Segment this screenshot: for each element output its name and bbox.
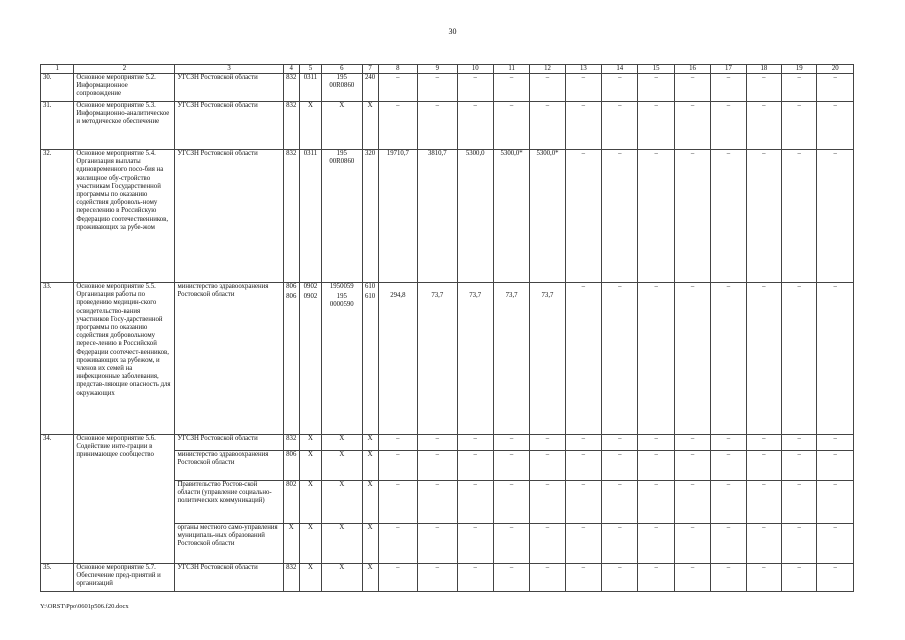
- column-header-2: 2: [74, 65, 175, 74]
- amount-c8: –: [378, 102, 417, 150]
- code-grbs: 832: [283, 102, 299, 150]
- amount-c12: –: [530, 102, 565, 150]
- empty-cell: –: [638, 451, 674, 481]
- amount-c12: 73,7: [530, 283, 565, 435]
- executor: органы местного само-управления муниципаль-ных образований Ростовской области: [175, 524, 283, 564]
- code-rzpr: Х: [299, 451, 321, 481]
- code-vr: 240: [362, 74, 378, 102]
- code-grbs: 832: [283, 150, 299, 283]
- code-line: 0902: [303, 283, 318, 290]
- table-row: [41, 150, 854, 283]
- executor: УГСЗН Ростовской области: [175, 150, 283, 283]
- code-line: 610: [364, 293, 376, 300]
- empty-cell: –: [378, 524, 417, 564]
- executor: УГСЗН Ростовской области: [175, 74, 283, 102]
- empty-cell: –: [817, 524, 854, 564]
- table-row: [41, 74, 854, 102]
- empty-cell: –: [746, 564, 781, 592]
- amount-c11: –: [493, 564, 529, 592]
- empty-cell: –: [746, 524, 781, 564]
- empty-cell: –: [638, 435, 674, 451]
- empty-cell: –: [711, 481, 746, 524]
- amount-c8: –: [378, 74, 417, 102]
- empty-cell: –: [418, 481, 457, 524]
- code-grbs: 802: [283, 481, 299, 524]
- empty-cell: –: [782, 150, 817, 283]
- code-vr: 320: [362, 150, 378, 283]
- code-rzpr: Х: [299, 524, 321, 564]
- amount-c11: –: [493, 74, 529, 102]
- column-header-1: 1: [41, 65, 74, 74]
- column-header-15: 15: [638, 65, 674, 74]
- empty-cell: –: [711, 74, 746, 102]
- amount-c10: –: [457, 564, 493, 592]
- code-grbs: 832: [283, 564, 299, 592]
- page-number: 30: [448, 27, 457, 36]
- empty-cell: –: [602, 564, 638, 592]
- file-path-footer: Y:\ORST\Ppo\0601p506.f20.docx: [40, 603, 129, 610]
- amount-c10: –: [457, 74, 493, 102]
- amount-c11: 73,7: [493, 283, 529, 435]
- row-number: 30.: [41, 74, 74, 102]
- empty-cell: –: [602, 102, 638, 150]
- code-line: 806: [286, 283, 297, 290]
- empty-cell: –: [674, 74, 710, 102]
- empty-cell: –: [602, 283, 638, 435]
- empty-cell: –: [782, 435, 817, 451]
- code-grbs: 832: [283, 435, 299, 451]
- empty-cell: –: [711, 283, 746, 435]
- empty-cell: –: [674, 451, 710, 481]
- empty-cell: –: [457, 524, 493, 564]
- column-header-8: 8: [378, 65, 417, 74]
- empty-cell: –: [674, 102, 710, 150]
- code-vr: Х: [362, 451, 378, 481]
- row-number: 35.: [41, 564, 74, 592]
- empty-cell: –: [817, 451, 854, 481]
- column-header-9: 9: [418, 65, 457, 74]
- column-header-10: 10: [457, 65, 493, 74]
- code-csr: Х: [322, 564, 362, 592]
- empty-cell: –: [746, 74, 781, 102]
- empty-cell: –: [493, 524, 529, 564]
- empty-cell: –: [530, 524, 565, 564]
- code-grbs: Х: [283, 524, 299, 564]
- column-header-16: 16: [674, 65, 710, 74]
- empty-cell: –: [457, 435, 493, 451]
- amount-c9: 73,7: [418, 283, 457, 435]
- code-line: 610: [364, 283, 376, 290]
- empty-cell: –: [493, 451, 529, 481]
- code-csr: 195 00R0860: [322, 150, 362, 283]
- empty-cell: –: [746, 435, 781, 451]
- empty-cell: –: [711, 102, 746, 150]
- code-csr: Х: [322, 435, 362, 451]
- code-vr: Х: [362, 481, 378, 524]
- code-csr: Х: [322, 102, 362, 150]
- executor: министерство здравоохранения Ростовской области: [175, 283, 283, 435]
- empty-cell: –: [746, 283, 781, 435]
- row-number: 33.: [41, 283, 74, 435]
- empty-cell: –: [418, 524, 457, 564]
- amount-c10: –: [457, 102, 493, 150]
- column-header-12: 12: [530, 65, 565, 74]
- empty-cell: –: [457, 481, 493, 524]
- amount-c11: 5300,0*: [493, 150, 529, 283]
- empty-cell: –: [711, 524, 746, 564]
- empty-cell: –: [817, 283, 854, 435]
- empty-cell: –: [378, 451, 417, 481]
- row-number: 31.: [41, 102, 74, 150]
- empty-cell: –: [602, 481, 638, 524]
- amount-c8: 19710,7: [378, 150, 417, 283]
- executor: УГСЗН Ростовской области: [175, 564, 283, 592]
- table-row: [41, 102, 854, 150]
- empty-cell: –: [457, 451, 493, 481]
- code-rzpr: 0311: [299, 74, 321, 102]
- table-row: [41, 435, 854, 451]
- empty-cell: –: [602, 74, 638, 102]
- empty-cell: –: [674, 481, 710, 524]
- empty-cell: –: [602, 435, 638, 451]
- event-name: Основное мероприятие 5.5. Организация работы по проведению медицин-ского освидетельство-вания участников Госу-дарственной программы по оказанию содействия добровольному пересе-лению в Российской Федерации соотечест-венников, проживающих за рубежом, и членов их семей на инфекционные заболевания, представ-ляющие опасность для окружающих: [74, 283, 175, 435]
- empty-cell: –: [378, 481, 417, 524]
- program-table: [40, 64, 854, 592]
- code-csr: 195 00R0860: [322, 74, 362, 102]
- code-csr: Х: [322, 524, 362, 564]
- empty-cell: –: [746, 451, 781, 481]
- empty-cell: –: [674, 283, 710, 435]
- empty-cell: –: [674, 150, 710, 283]
- code-vr: [362, 283, 378, 435]
- empty-cell: –: [817, 564, 854, 592]
- empty-cell: –: [565, 481, 601, 524]
- empty-cell: –: [817, 150, 854, 283]
- empty-cell: –: [674, 564, 710, 592]
- empty-cell: –: [565, 150, 601, 283]
- empty-cell: –: [418, 451, 457, 481]
- column-header-18: 18: [746, 65, 781, 74]
- empty-cell: –: [638, 481, 674, 524]
- empty-cell: –: [674, 524, 710, 564]
- empty-cell: –: [638, 150, 674, 283]
- empty-cell: –: [746, 481, 781, 524]
- empty-cell: –: [565, 451, 601, 481]
- empty-cell: –: [638, 74, 674, 102]
- amount-c12: 5300,0*: [530, 150, 565, 283]
- table-row: [41, 564, 854, 592]
- code-csr: [322, 283, 362, 435]
- event-name: Основное мероприятие 5.4. Организация выплаты единовременного посо-бия на жилищное обу-стройство участникам Государственной программы по оказанию содействия доброволь-ному переселению в Российскую Федерацию соотечественников, проживающих за рубе-жом: [74, 150, 175, 283]
- code-rzpr: Х: [299, 102, 321, 150]
- empty-cell: –: [565, 435, 601, 451]
- executor: УГСЗН Ростовской области: [175, 102, 283, 150]
- empty-cell: –: [711, 451, 746, 481]
- code-rzpr: Х: [299, 564, 321, 592]
- empty-cell: –: [782, 283, 817, 435]
- amount-c9: –: [418, 102, 457, 150]
- amount-c8: –: [378, 564, 417, 592]
- amount-c12: –: [530, 564, 565, 592]
- empty-cell: –: [746, 102, 781, 150]
- event-name: Основное мероприятие 5.6. Содействие инте-грации в принимающее сообщество: [74, 435, 175, 564]
- code-rzpr: Х: [299, 435, 321, 451]
- column-header-3: 3: [175, 65, 283, 74]
- empty-cell: –: [378, 435, 417, 451]
- code-vr: Х: [362, 524, 378, 564]
- empty-cell: –: [711, 435, 746, 451]
- column-header-20: 20: [817, 65, 854, 74]
- empty-cell: –: [782, 524, 817, 564]
- code-line: 806: [286, 293, 297, 300]
- empty-cell: –: [817, 74, 854, 102]
- empty-cell: –: [602, 524, 638, 564]
- amount-c9: 3810,7: [418, 150, 457, 283]
- empty-cell: –: [493, 435, 529, 451]
- empty-cell: –: [782, 481, 817, 524]
- amount-c10: 73,7: [457, 283, 493, 435]
- empty-cell: –: [638, 564, 674, 592]
- code-line: 1950059: [329, 283, 354, 290]
- column-header-4: 4: [283, 65, 299, 74]
- row-number: 34.: [41, 435, 74, 564]
- empty-cell: –: [638, 283, 674, 435]
- empty-cell: –: [565, 524, 601, 564]
- empty-cell: –: [746, 150, 781, 283]
- executor: УГСЗН Ростовской области: [175, 435, 283, 451]
- code-grbs: 806: [283, 451, 299, 481]
- column-header-6: 6: [322, 65, 362, 74]
- empty-cell: –: [530, 435, 565, 451]
- empty-cell: –: [817, 102, 854, 150]
- empty-cell: –: [530, 451, 565, 481]
- empty-cell: –: [782, 102, 817, 150]
- code-rzpr: Х: [299, 481, 321, 524]
- column-header-11: 11: [493, 65, 529, 74]
- code-csr: Х: [322, 481, 362, 524]
- code-vr: Х: [362, 564, 378, 592]
- amount-c10: 5300,0: [457, 150, 493, 283]
- empty-cell: –: [817, 435, 854, 451]
- amount-c12: –: [530, 74, 565, 102]
- code-rzpr: 0311: [299, 150, 321, 283]
- code-line: 195 0000590: [329, 293, 354, 309]
- code-line: 0902: [303, 293, 318, 300]
- empty-cell: –: [418, 435, 457, 451]
- table-row: [41, 283, 854, 435]
- empty-cell: –: [782, 451, 817, 481]
- event-name: Основное мероприятие 5.3. Информационно-аналитическое и методическое обеспечение: [74, 102, 175, 150]
- column-header-7: 7: [362, 65, 378, 74]
- column-header-17: 17: [711, 65, 746, 74]
- empty-cell: –: [493, 481, 529, 524]
- column-header-13: 13: [565, 65, 601, 74]
- row-number: 32.: [41, 150, 74, 283]
- empty-cell: –: [782, 74, 817, 102]
- empty-cell: –: [638, 524, 674, 564]
- empty-cell: –: [817, 481, 854, 524]
- empty-cell: –: [565, 283, 601, 435]
- amount-c11: –: [493, 102, 529, 150]
- empty-cell: –: [565, 102, 601, 150]
- amount-c8: 294,8: [378, 283, 417, 435]
- executor: Правительство Ростов-ской области (управление социально-политических коммуникаций): [175, 481, 283, 524]
- empty-cell: –: [638, 102, 674, 150]
- column-header-14: 14: [602, 65, 638, 74]
- code-grbs: [283, 283, 299, 435]
- event-name: Основное мероприятие 5.2. Информационное сопровождение: [74, 74, 175, 102]
- empty-cell: –: [711, 564, 746, 592]
- empty-cell: –: [530, 481, 565, 524]
- amount-c9: –: [418, 564, 457, 592]
- code-rzpr: [299, 283, 321, 435]
- empty-cell: –: [711, 150, 746, 283]
- empty-cell: –: [565, 74, 601, 102]
- empty-cell: –: [602, 451, 638, 481]
- column-header-5: 5: [299, 65, 321, 74]
- column-number-row: [41, 65, 854, 74]
- event-name: Основное мероприятие 5.7. Обеспечение пред-приятий и организаций: [74, 564, 175, 592]
- code-grbs: 832: [283, 74, 299, 102]
- code-vr: Х: [362, 102, 378, 150]
- empty-cell: –: [602, 150, 638, 283]
- executor: министерство здравоохранения Ростовской области: [175, 451, 283, 481]
- column-header-19: 19: [782, 65, 817, 74]
- amount-c9: –: [418, 74, 457, 102]
- empty-cell: –: [782, 564, 817, 592]
- code-vr: Х: [362, 435, 378, 451]
- empty-cell: –: [565, 564, 601, 592]
- code-csr: Х: [322, 451, 362, 481]
- empty-cell: –: [674, 435, 710, 451]
